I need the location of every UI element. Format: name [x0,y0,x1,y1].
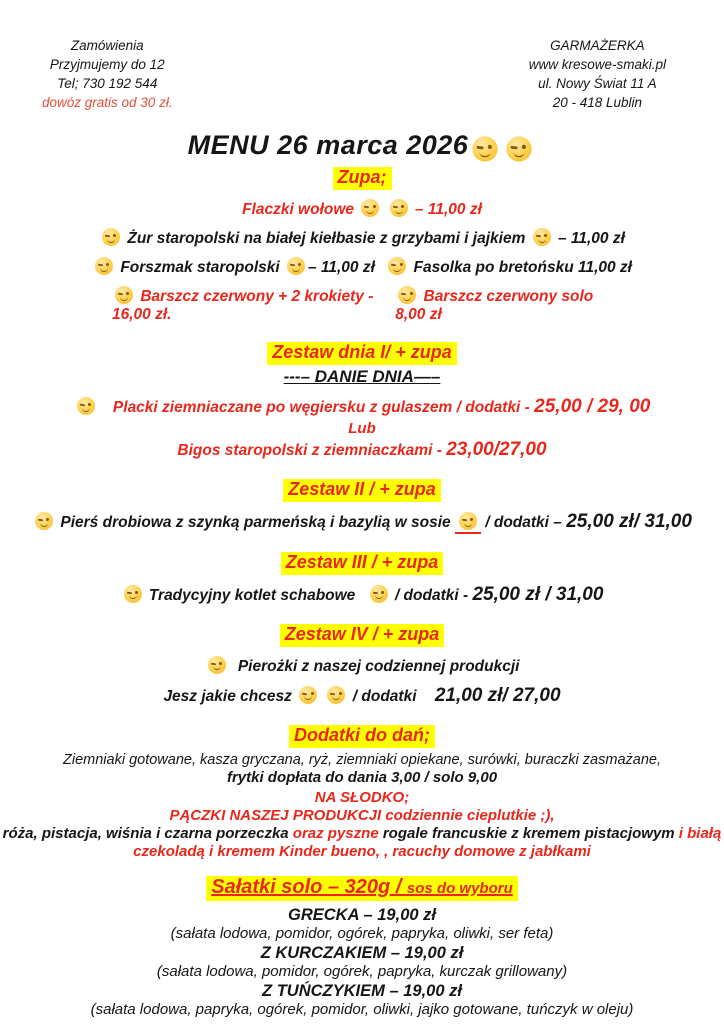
salads-badge-sauce: sos do wyboru [406,879,513,897]
wink-emoji-icon [398,286,416,304]
wink-emoji-icon [287,257,305,275]
salads-section-header [0,876,724,901]
salad-item-desc: (sałata lodowa, pomidor, ogórek, papryka, oliwki, ser feta) [170,924,554,942]
flavors-red-text: i białą [674,824,722,842]
menu-title-row [0,130,724,161]
sweets-flavors [0,825,724,842]
wink-emoji-icon [102,228,120,246]
set1-badge: Zestaw dnia I/ + zupa [267,342,457,365]
menu-title: MENU 26 marca 2026 [187,130,469,160]
salad-item-desc: (sałata lodowa, papryka, ogórek, pomidor, oliwki, jajko gotowane, tuńczyk w oleju) [90,1000,634,1018]
soups-section-header [0,167,724,190]
set4-badge: Zestaw IV / + zupa [280,624,445,647]
wink-emoji-icon [35,512,53,530]
dish-name: Placki ziemniaczane po węgiersku z gulaszem / dodatki - [112,399,530,416]
salad-item-name: Z KURCZAKIEM – 19,00 zł [260,943,464,962]
wink-emoji-icon [208,656,226,674]
free-delivery-note: dowóz gratis od 30 zł. [42,95,173,110]
flavors-black-text: rogale francuskie z kremem pistacjowym [382,824,675,842]
salad-item-name: Z TUŃCZYKIEM – 19,00 zł [262,981,462,1000]
soup-name: Żur staropolski na białej kiełbasie z grzybami i jajkiem [127,230,526,247]
wink-emoji-icon [388,257,406,275]
order-info-block [42,36,173,112]
dish-price: 25,00 zł/ 31,00 [566,511,692,532]
wink-emoji-icon [327,686,345,704]
sweets-heading: NA SŁODKO; [314,788,410,806]
soup-name: Fasolka po bretońsku 11,00 zł [413,259,632,276]
soup-price: – 11,00 zł [414,201,482,218]
soup-row-two-items [92,257,632,277]
salads-badge [206,876,518,901]
set4-item [0,656,724,676]
flavors-red-text: oraz pyszne [292,824,383,842]
set3-badge: Zestaw III / + zupa [281,552,444,575]
salad-item-desc: (sałata lodowa, pomidor, ogórek, papryka, kurczak grillowany) [156,962,568,980]
phone-number: Tel; 730 192 544 [57,76,158,91]
dish-price: 25,00 zł / 31,00 [472,583,604,605]
dish-name: Jesz jakie chcesz [163,687,292,705]
or-label: Lub [348,420,376,437]
soup-price: – 11,00 zł [557,230,625,247]
sides-label: / dodatki - [394,586,469,604]
set2-badge: Zestaw II / + zupa [283,479,441,502]
order-info-line: Przyjmujemy do 12 [49,57,165,72]
soup-item-barszcz-solo [395,286,612,324]
dish-name: Pierożki z naszej codziennej produkcji [237,657,520,675]
company-website: www kresowe-smaki.pl [528,57,666,72]
soup-name: Flaczki wołowe [242,201,355,218]
wink-emoji-underlined [455,512,481,534]
soup-row-barszcz [112,286,612,324]
dish-price: 25,00 / 29, 00 [534,396,651,417]
wink-emoji-icon [473,136,498,161]
fries-surcharge: frytki dopłata do dania 3,00 / solo 9,00 [226,768,498,786]
set1-item-bigos [0,439,724,461]
dish-name: Bigos staropolski z ziemniaczkami - [177,442,442,459]
sides-label: / dodatki – [485,514,562,531]
dish-of-day-heading: ---– DANIE DNIA—– [283,367,441,386]
sweets-line3: czekoladą i kremem Kinder bueno, , racuchy domowe z jabłkami [133,842,591,860]
soup-item-barszcz-krokiety [112,286,395,324]
wink-emoji-icon [370,585,388,603]
wink-emoji-icon [115,286,133,304]
sides-label: / dodatki [352,687,417,705]
set1-item-placki [0,396,724,418]
soup-name: Forszmak staropolski [120,259,280,276]
sides-section-header [0,725,724,748]
soup-name: Barszcz czerwony solo 8,00 zł [395,288,594,323]
wink-emoji-icon [507,136,532,161]
salad-item-name: GRECKA – 19,00 zł [288,905,436,924]
sweets-paczki: PĄCZKI NASZEJ PRODUKCJI codziennie cieplutkie ;), [169,806,555,824]
soup-price: – 11,00 zł [307,259,375,276]
set4-header [0,624,724,647]
wink-emoji-icon [299,686,317,704]
soup-item-flaczki [0,199,724,219]
company-street: ul. Nowy Świat 11 A [538,76,657,91]
dish-price: 23,00/27,00 [446,439,547,460]
company-city: 20 - 418 Lublin [552,95,643,110]
set2-item [0,511,724,534]
wink-emoji-icon [95,257,113,275]
set3-item [0,584,724,606]
sides-list: Ziemniaki gotowane, kasza gryczana, ryż, ziemniaki opiekane, surówki, buraczki zasmażane, [63,751,661,768]
soup-name: Barszcz czerwony + 2 krokiety - 16,00 zł. [112,288,374,323]
company-info-block [529,36,666,112]
wink-emoji-icon [361,199,379,217]
wink-emoji-icon [533,228,551,246]
wink-emoji-icon [459,512,477,530]
flavors-black-text: róża, pistacja, wiśnia i czarna porzeczka [2,824,293,842]
set4-item-line2 [0,685,724,707]
company-name: GARMAŻERKA [550,38,645,53]
set1-header [0,342,724,365]
wink-emoji-icon [77,397,95,415]
soups-badge: Zupa; [333,167,392,190]
soup-item-forszmak [92,257,375,277]
salads-badge-main: Sałatki solo – 320g / [211,875,407,898]
set3-header [0,552,724,575]
page-header [0,0,724,112]
sides-badge: Dodatki do dań; [289,725,435,748]
soup-item-fasolka [385,257,632,277]
dish-name: Pierś drobiowa z szynką parmeńską i bazylią w sosie [60,514,451,531]
wink-emoji-icon [124,585,142,603]
wink-emoji-icon [390,199,408,217]
dish-price: 21,00 zł/ 27,00 [434,684,561,706]
soup-item-zur [0,228,724,248]
order-info-line: Zamówienia [70,38,144,53]
dish-name: Tradycyjny kotlet schabowe [148,586,356,604]
set2-header [0,479,724,502]
